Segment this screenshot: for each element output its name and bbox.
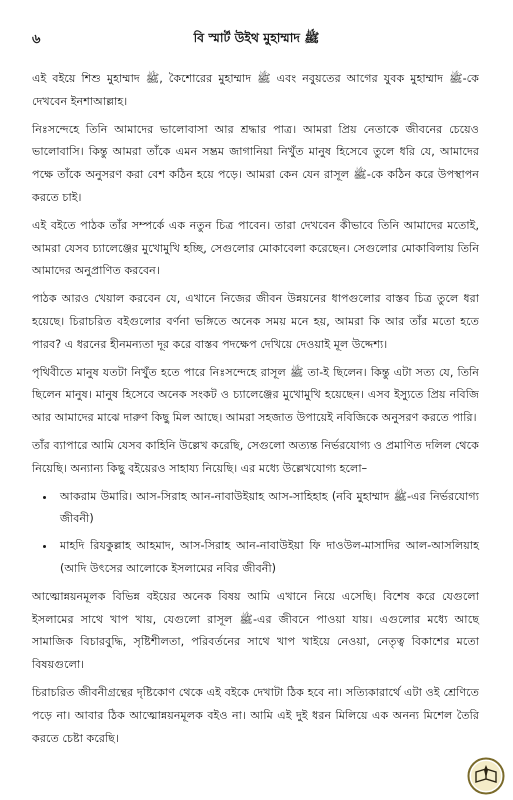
paragraph: আত্মোন্নয়নমূলক বিভিন্ন বইয়ের অনেক বিষয় আমি এখানে নিয়ে এসেছি। বিশেষ করে যেগুলো ইসলামের সাথে খাপ খায়, যেগুলো রাসূল ﷺ-এর জীবনে পাওয়া যায়। এগুলোর মধ্যে আছে সামাজিক বিচারবুদ্ধি, সৃষ্টিশীলতা, পরিবর্তনের সাথে খাপ খাইয়ে নেওয়া, নেতৃত্ব বিকাশের মতো বিষয়গুলো।	[32, 589, 479, 672]
source-list-item: • মাহদি রিযকুল্লাহ আহমাদ, আস-সিরাহ আন-নাবাউইয়া ফি দাওউল-মাসাদির আল-আসলিয়াহ (আদি উৎসের আলোকে ইসলামের নবির জীবনী)	[56, 535, 479, 581]
paragraph: এই বইতে পাঠক তাঁর সম্পর্কে এক নতুন চিত্র পাবেন। তারা দেখবেন কীভাবে তিনি আমাদের মতোই, আমরা যেসব চ্যালেঞ্জের মুখোমুখি হচ্ছি, সেগুলোর মোকাবেলা করেছেন। সেগুলোর মোকাবিলায় তিনি আমাদের অনুপ্রাণিত করবেন।	[32, 218, 479, 278]
open-book-quill-icon	[467, 757, 505, 795]
paragraph: পাঠক আরও খেয়াল করবেন যে, এখানে নিজের জীবন উন্নয়নের ধাপগুলোর বাস্তব চিত্র তুলে ধরা হয়েছে। চিরাচরিত বইগুলোর বর্ণনা ভঙ্গিতে অনেক সময় মনে হয়, আমরা কি আর তাঁর মতো হতে পারব? এ ধরনের হীনমন্যতা দূর করে বাস্তব পদক্ষেপ দেখিয়ে দেওয়াই মূল উদ্দেশ্য।	[32, 292, 479, 351]
paragraph: এই বইয়ে শিশু মুহাম্মাদ ﷺ, কৈশোরের মুহাম্মাদ ﷺ এবং নবুয়তের আগের যুবক মুহাম্মাদ ﷺ-কে দেখবেন ইনশাআল্লাহ।	[32, 72, 479, 108]
body-text	[32, 68, 479, 755]
paragraph: তাঁর ব্যাপারে আমি যেসব কাহিনি উল্লেখ করেছি, সেগুলো অত্যন্ত নির্ভরযোগ্য ও প্রমাণিত দলিল থেকে নিয়েছি। অন্যান্য কিছু বইয়েরও সাহায্য নিয়েছি। এর মধ্যে উল্লেখযোগ্য হলো–	[32, 438, 479, 475]
source-list-item: • আকরাম উমারি। আস-সিরাহ আন-নাবাউইয়াহ আস-সাহিহাহ (নবি মুহাম্মাদ ﷺ-এর নির্ভরযোগ্য জীবনী)	[56, 486, 479, 532]
source-list	[32, 486, 479, 581]
page-header	[32, 30, 481, 50]
paragraph: চিরাচরিত জীবনীগ্রন্থের দৃষ্টিকোণ থেকে এই বইকে দেখাটা ঠিক হবে না। সত্যিকারার্থে এটা ওই শ্রেণিতে পড়ে না। আবার ঠিক আত্মোন্নয়নমূলক বইও না। আমি এই দুই ধরন মিলিয়ে এক অনন্য মিশেল তৈরি করতে চেষ্টা করেছি।	[32, 685, 479, 745]
paragraph: নিঃসন্দেহে তিনি আমাদের ভালোবাসা আর শ্রদ্ধার পাত্র। আমরা প্রিয় নেতাকে জীবনের চেয়েও ভালোবাসি। কিন্তু আমরা তাঁকে এমন সম্ভ্রম জাগানিয়া নিখুঁত মানুষ হিসেবে তুলে ধরি যে, আমাদের পক্ষে তাঁকে অনুসরণ করা বেশ কঠিন হয়ে পড়ে। আমরা কেন যেন রাসূল ﷺ-কে কঠিন করে উপস্থাপন করতে চাই।	[32, 122, 479, 204]
paragraph: পৃথিবীতে মানুষ যতটা নিখুঁত হতে পারে নিঃসন্দেহে রাসূল ﷺ তা-ই ছিলেন। কিন্তু এটা সত্য যে, তিনি ছিলেন মানুষ। মানুষ হিসেবে অনেক সংকট ও চ্যালেঞ্জের মুখোমুখি হয়েছেন। এসব ইস্যুতে প্রিয় নবিজি আর আমাদের মাঝে দারুণ কিছু মিল আছে। আমরা সহজাত উপায়েই নবিজিকে অনুসরণ করতে পারি।	[32, 365, 479, 425]
running-title: বি স্মার্ট উইথ মুহাম্মাদ ﷺ	[193, 30, 320, 45]
publisher-logo	[467, 757, 505, 795]
page-number: ৬	[32, 32, 41, 47]
